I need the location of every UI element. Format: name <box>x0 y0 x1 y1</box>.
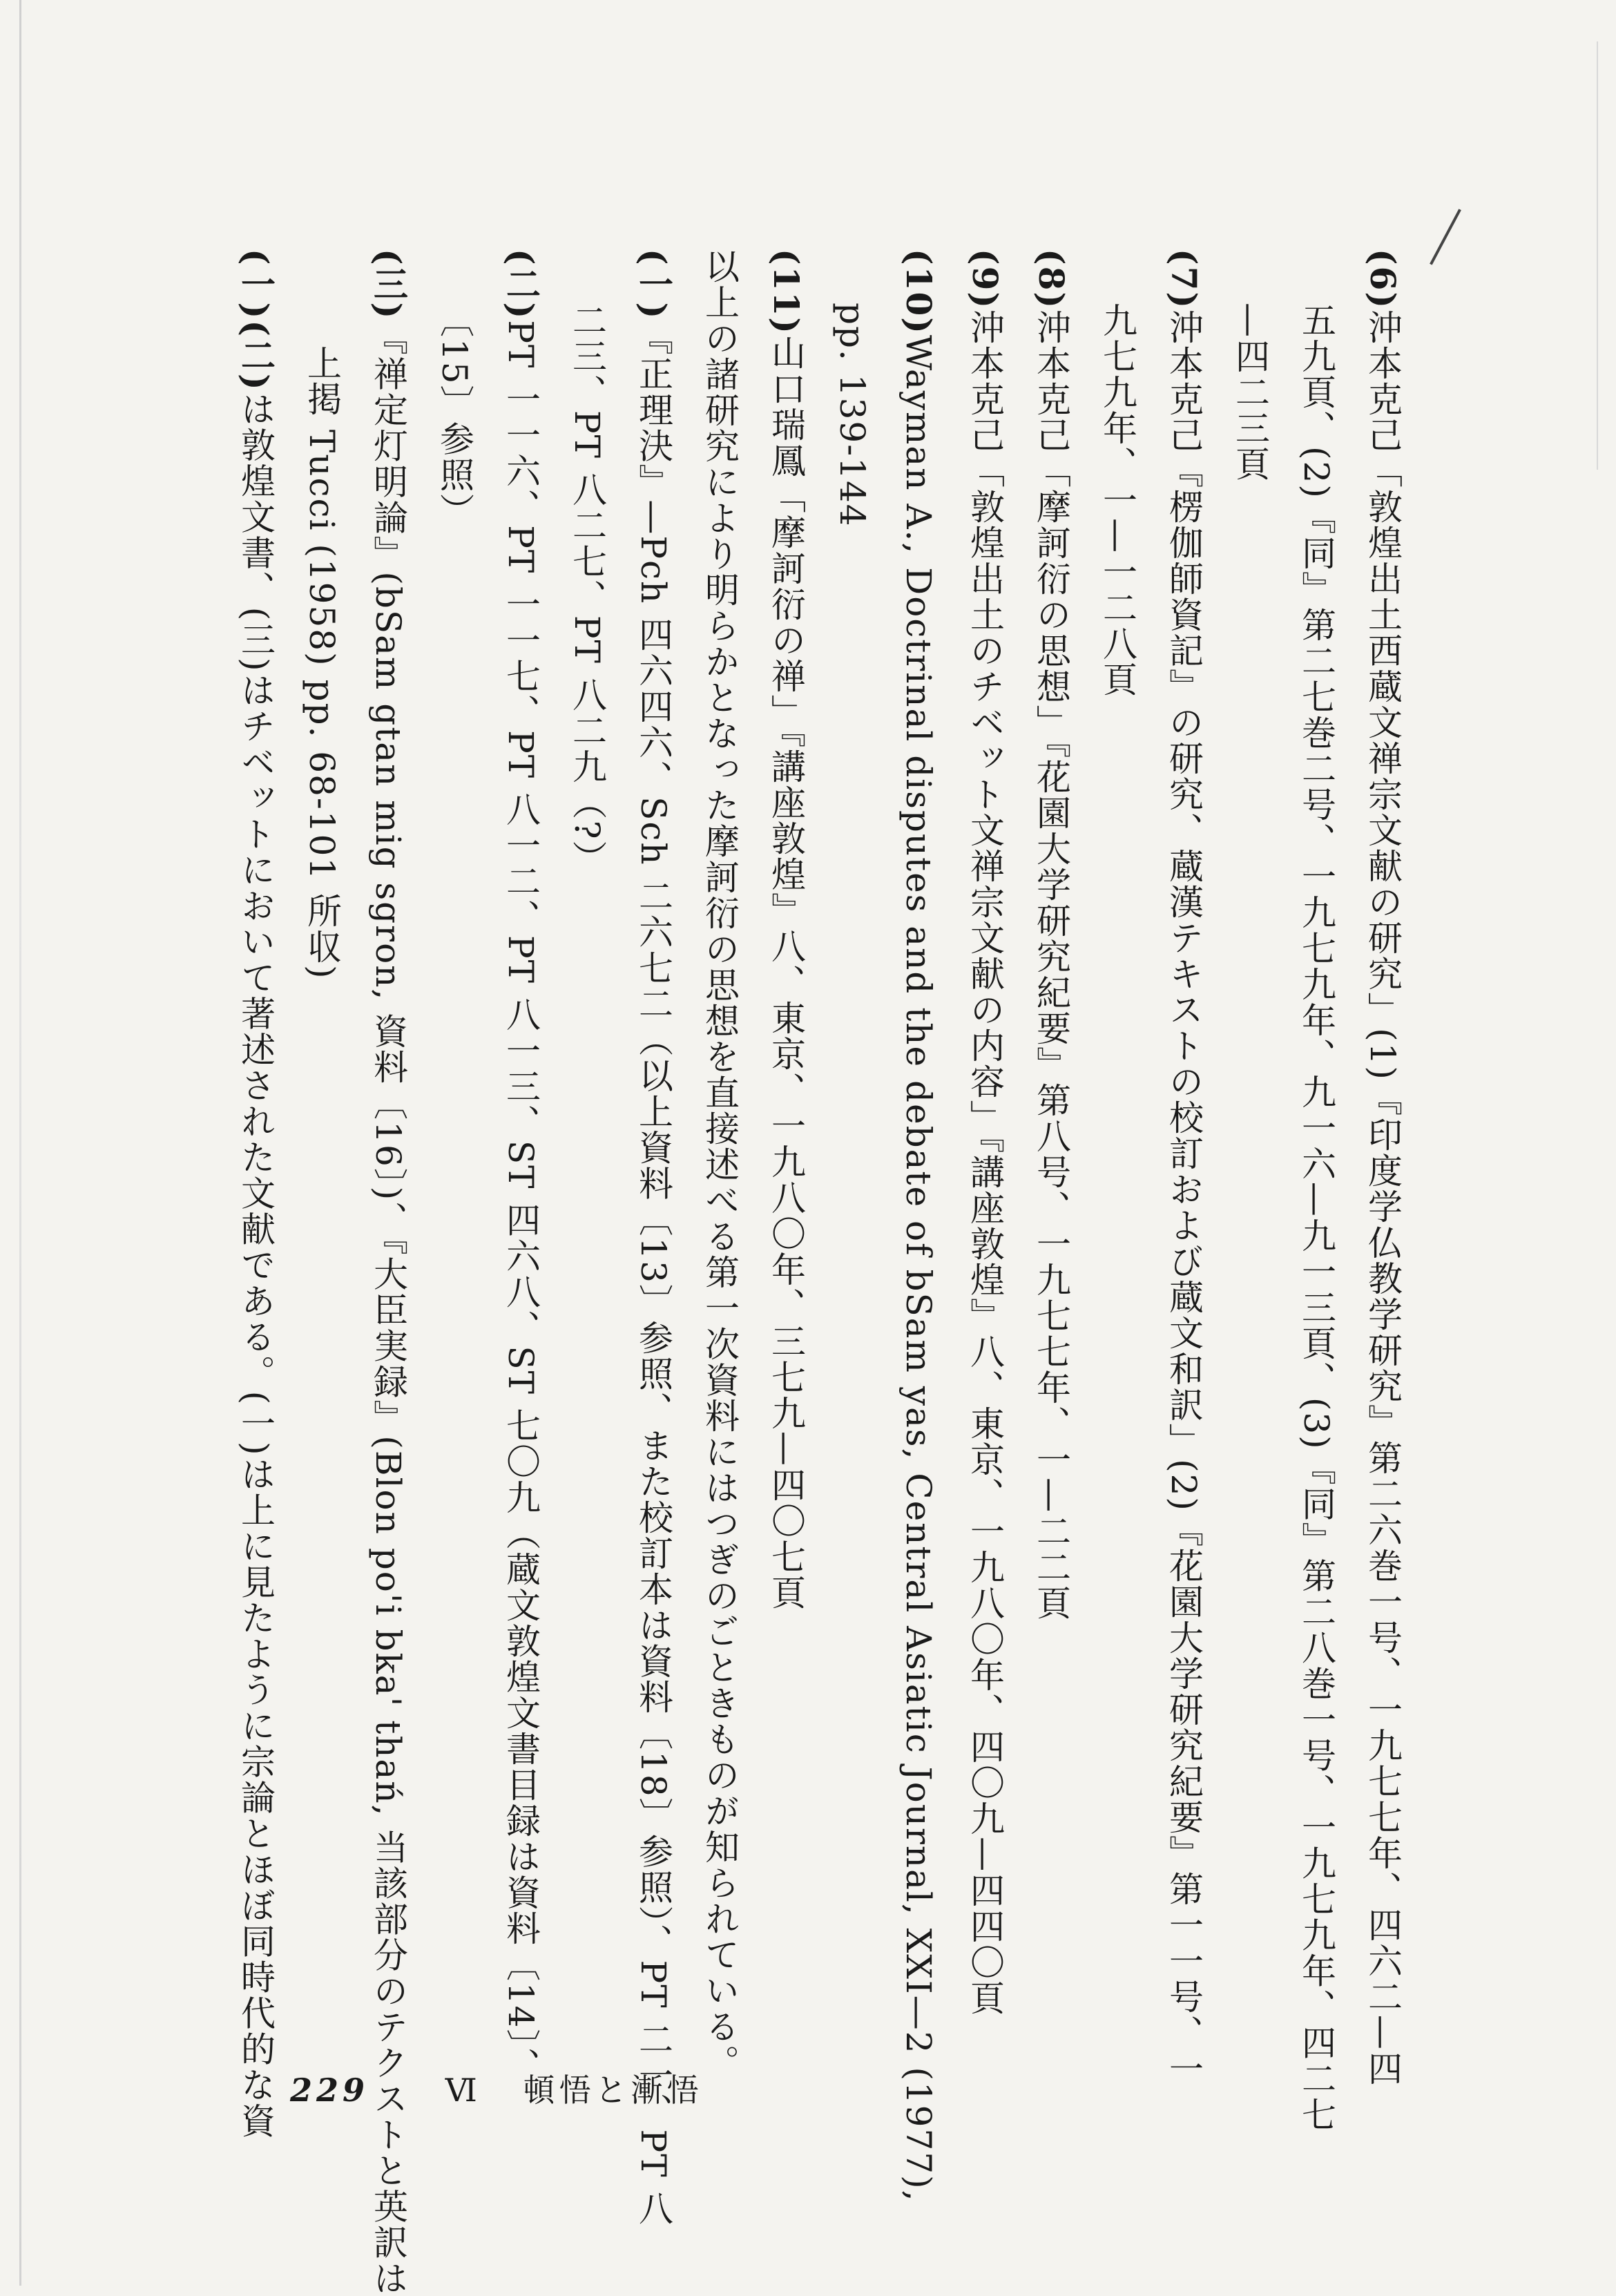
note-line: pp. 139-144 <box>832 303 872 528</box>
note-line: 二三、PT 八二七、PT 八二九（?） <box>567 303 607 877</box>
note-line: (9)沖本克己「敦煌出土のチベット文禅宗文献の内容」『講座敦煌』八、東京、一九八〇年、四〇九—四四〇頁 <box>965 249 1006 2017</box>
note-line: (一)『正理決』—Pch 四六四六、Sch 二六七二（以上資料〔13〕参照、また校訂本は資料〔18〕参照）、PT 二一、PT 八 <box>633 249 674 2227</box>
note-line: (三)『禅定灯明論』(bSam gtan mig sgron, 資料〔16〕)、『大臣実録』(Blon po'i bka' thań, 当該部分のテクストと英訳は <box>368 249 409 2296</box>
pencil-mark <box>1430 209 1461 265</box>
note-line: 九七九年、一—一二八頁 <box>1097 303 1137 698</box>
note-line: (6)沖本克己「敦煌出土西蔵文禅宗文献の研究」(1)『印度学仏教学研究』第二六巻一号、一九七七年、四六二—四 <box>1363 249 1403 2087</box>
note-line: 以上の諸研究により明らかとなった摩訶衍の思想を直接述べる第一次資料にはつぎのごときものが知られている。 <box>700 249 740 2080</box>
note-line: (一)(二)は敦煌文書、(三)はチベットにおいて著述された文献である。(一)は上に見たように宗論とほぼ同時代的な資 <box>235 249 276 2139</box>
chapter-number: Ⅵ <box>445 2072 481 2109</box>
note-line: 五九頁、(2)『同』第二七巻二号、一九七九年、九一六—九一三頁、(3)『同』第二八巻一号、一九七九年、四二七 <box>1296 303 1336 2133</box>
note-line: (7)沖本克己『楞伽師資記』の研究、蔵漢テキストの校訂および蔵文和訳」(2)『花園大学研究紀要』第一一号、一 <box>1164 249 1204 2087</box>
page-number: 229 <box>290 2072 369 2109</box>
note-line: (11)山口瑞鳳「摩訶衍の禅」『講座敦煌』八、東京、一九八〇年、三七九—四〇七頁 <box>766 249 807 1611</box>
note-line: 〔15〕参照） <box>434 303 474 529</box>
page-edge-line <box>19 0 21 2286</box>
note-line: (10)Wayman A., Doctrinal disputes and the debate of bSam yas, Central Asiatic Journal, XXI—2 (1977), <box>898 249 939 2203</box>
note-line: (二)PT 一一六、PT 一一七、PT 八一二、PT 八一三、ST 四六八、ST 七〇九（蔵文敦煌文書目録は資料〔14〕、 <box>501 249 541 2084</box>
note-line: —四二三頁 <box>1230 303 1270 482</box>
note-line: (8)沖本克己「摩訶衍の思想」『花園大学研究紀要』第八号、一九七七年、一—二二頁 <box>1031 249 1072 1622</box>
chapter-title: 頓悟と漸悟 <box>523 2072 703 2109</box>
page-footer <box>290 2065 703 2111</box>
page-edge-line-right <box>1597 41 1598 470</box>
note-line: 上掲 Tucci (1958) pp. 68-101 所収) <box>302 345 342 980</box>
